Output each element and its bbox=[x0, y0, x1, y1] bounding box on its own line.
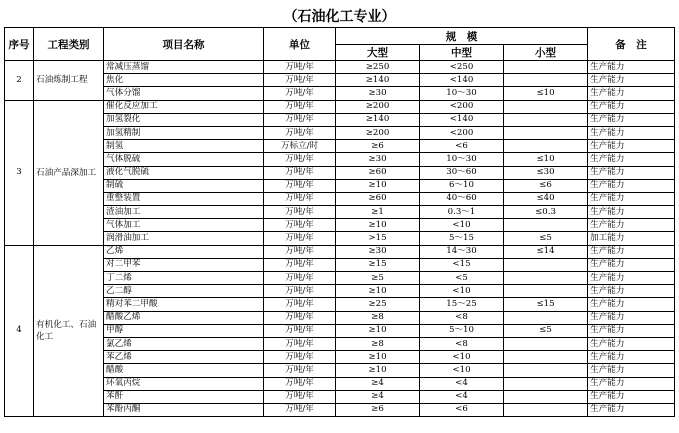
header-medium: 中型 bbox=[420, 45, 504, 61]
unit-cell: 万吨/年 bbox=[264, 74, 336, 87]
remark-cell: 生产能力 bbox=[588, 337, 675, 350]
group-seq: 2 bbox=[5, 61, 34, 101]
medium-scale-cell: 30～60 bbox=[420, 166, 504, 179]
small-scale-cell bbox=[504, 113, 588, 126]
small-scale-cell bbox=[504, 272, 588, 285]
medium-scale-cell: <5 bbox=[420, 272, 504, 285]
medium-scale-cell: <15 bbox=[420, 258, 504, 271]
item-name-cell: 苯酐 bbox=[104, 390, 264, 403]
item-name-cell: 对二甲苯 bbox=[104, 258, 264, 271]
medium-scale-cell: 5～15 bbox=[420, 232, 504, 245]
small-scale-cell bbox=[504, 390, 588, 403]
header-category: 工程类别 bbox=[34, 28, 104, 61]
medium-scale-cell: <10 bbox=[420, 285, 504, 298]
remark-cell: 生产能力 bbox=[588, 403, 675, 416]
item-name-cell: 氯乙烯 bbox=[104, 337, 264, 350]
large-scale-cell: ≥30 bbox=[336, 245, 420, 258]
large-scale-cell: ≥10 bbox=[336, 219, 420, 232]
large-scale-cell: ≥4 bbox=[336, 390, 420, 403]
table-row bbox=[5, 245, 675, 258]
medium-scale-cell: 6～10 bbox=[420, 179, 504, 192]
small-scale-cell: ≤30 bbox=[504, 166, 588, 179]
medium-scale-cell: <140 bbox=[420, 74, 504, 87]
unit-cell: 万吨/年 bbox=[264, 126, 336, 139]
unit-cell: 万吨/年 bbox=[264, 377, 336, 390]
item-name-cell: 丁二烯 bbox=[104, 272, 264, 285]
table-row bbox=[5, 153, 675, 166]
unit-cell: 万吨/年 bbox=[264, 206, 336, 219]
item-name-cell: 渣油加工 bbox=[104, 206, 264, 219]
large-scale-cell: ≥250 bbox=[336, 61, 420, 74]
small-scale-cell bbox=[504, 377, 588, 390]
item-name-cell: 醋酸乙烯 bbox=[104, 311, 264, 324]
item-name-cell: 加氢裂化 bbox=[104, 113, 264, 126]
large-scale-cell: ≥25 bbox=[336, 298, 420, 311]
large-scale-cell: ≥1 bbox=[336, 206, 420, 219]
medium-scale-cell: <10 bbox=[420, 364, 504, 377]
item-name-cell: 醋酸 bbox=[104, 364, 264, 377]
remark-cell: 生产能力 bbox=[588, 245, 675, 258]
header-item: 项目名称 bbox=[104, 28, 264, 61]
medium-scale-cell: 5～10 bbox=[420, 324, 504, 337]
table-row bbox=[5, 364, 675, 377]
header-small: 小型 bbox=[504, 45, 588, 61]
header-scale: 规 模 bbox=[336, 28, 588, 45]
medium-scale-cell: 10～30 bbox=[420, 153, 504, 166]
small-scale-cell bbox=[504, 140, 588, 153]
scale-table bbox=[4, 27, 675, 417]
group-category: 石油炼制工程 bbox=[34, 61, 104, 101]
unit-cell: 万吨/年 bbox=[264, 192, 336, 205]
medium-scale-cell: <140 bbox=[420, 113, 504, 126]
remark-cell: 加工能力 bbox=[588, 232, 675, 245]
remark-cell: 生产能力 bbox=[588, 311, 675, 324]
medium-scale-cell: 40～60 bbox=[420, 192, 504, 205]
large-scale-cell: ≥4 bbox=[336, 377, 420, 390]
table-row bbox=[5, 113, 675, 126]
item-name-cell: 重整装置 bbox=[104, 192, 264, 205]
small-scale-cell bbox=[504, 258, 588, 271]
item-name-cell: 气体脱硫 bbox=[104, 153, 264, 166]
small-scale-cell: ≤6 bbox=[504, 179, 588, 192]
medium-scale-cell: <6 bbox=[420, 403, 504, 416]
table-row bbox=[5, 285, 675, 298]
small-scale-cell: ≤5 bbox=[504, 232, 588, 245]
unit-cell: 万吨/年 bbox=[264, 324, 336, 337]
small-scale-cell bbox=[504, 219, 588, 232]
remark-cell: 生产能力 bbox=[588, 179, 675, 192]
unit-cell: 万吨/年 bbox=[264, 100, 336, 113]
remark-cell: 生产能力 bbox=[588, 390, 675, 403]
medium-scale-cell: <10 bbox=[420, 351, 504, 364]
remark-cell: 生产能力 bbox=[588, 377, 675, 390]
large-scale-cell: ≥60 bbox=[336, 192, 420, 205]
unit-cell: 万吨/年 bbox=[264, 87, 336, 100]
item-name-cell: 甲醇 bbox=[104, 324, 264, 337]
group-seq: 4 bbox=[5, 245, 34, 416]
large-scale-cell: ≥140 bbox=[336, 113, 420, 126]
large-scale-cell: ≥6 bbox=[336, 403, 420, 416]
remark-cell: 生产能力 bbox=[588, 74, 675, 87]
small-scale-cell bbox=[504, 74, 588, 87]
remark-cell: 生产能力 bbox=[588, 166, 675, 179]
remark-cell: 生产能力 bbox=[588, 285, 675, 298]
medium-scale-cell: <200 bbox=[420, 100, 504, 113]
remark-cell: 生产能力 bbox=[588, 87, 675, 100]
item-name-cell: 催化反应加工 bbox=[104, 100, 264, 113]
remark-cell: 生产能力 bbox=[588, 219, 675, 232]
table-row bbox=[5, 232, 675, 245]
table-row bbox=[5, 377, 675, 390]
table-row bbox=[5, 61, 675, 74]
header-remark: 备 注 bbox=[588, 28, 675, 61]
table-row bbox=[5, 219, 675, 232]
table-row bbox=[5, 206, 675, 219]
item-name-cell: 液化气脱硫 bbox=[104, 166, 264, 179]
table-row bbox=[5, 140, 675, 153]
large-scale-cell: ≥140 bbox=[336, 74, 420, 87]
item-name-cell: 润滑油加工 bbox=[104, 232, 264, 245]
unit-cell: 万吨/年 bbox=[264, 219, 336, 232]
table-header bbox=[5, 28, 675, 61]
table-body bbox=[5, 61, 675, 417]
item-name-cell: 气体分馏 bbox=[104, 87, 264, 100]
unit-cell: 万吨/年 bbox=[264, 390, 336, 403]
medium-scale-cell: <250 bbox=[420, 61, 504, 74]
small-scale-cell bbox=[504, 311, 588, 324]
table-row bbox=[5, 74, 675, 87]
item-name-cell: 苯乙烯 bbox=[104, 351, 264, 364]
table-row bbox=[5, 390, 675, 403]
item-name-cell: 常减压蒸馏 bbox=[104, 61, 264, 74]
unit-cell: 万吨/年 bbox=[264, 311, 336, 324]
header-seq: 序号 bbox=[5, 28, 34, 61]
small-scale-cell: ≤14 bbox=[504, 245, 588, 258]
table-row bbox=[5, 311, 675, 324]
small-scale-cell bbox=[504, 126, 588, 139]
remark-cell: 生产能力 bbox=[588, 192, 675, 205]
unit-cell: 万吨/年 bbox=[264, 298, 336, 311]
remark-cell: 生产能力 bbox=[588, 113, 675, 126]
group-seq: 3 bbox=[5, 100, 34, 245]
item-name-cell: 苯酚丙酮 bbox=[104, 403, 264, 416]
group-category: 石油产品深加工 bbox=[34, 100, 104, 245]
unit-cell: 万吨/年 bbox=[264, 166, 336, 179]
medium-scale-cell: <8 bbox=[420, 337, 504, 350]
item-name-cell: 乙二醇 bbox=[104, 285, 264, 298]
small-scale-cell bbox=[504, 403, 588, 416]
table-row bbox=[5, 298, 675, 311]
unit-cell: 万标立/时 bbox=[264, 140, 336, 153]
table-row bbox=[5, 272, 675, 285]
large-scale-cell: ≥6 bbox=[336, 140, 420, 153]
small-scale-cell: ≤5 bbox=[504, 324, 588, 337]
table-row bbox=[5, 192, 675, 205]
remark-cell: 生产能力 bbox=[588, 272, 675, 285]
table-row bbox=[5, 258, 675, 271]
small-scale-cell: ≤15 bbox=[504, 298, 588, 311]
medium-scale-cell: 15～25 bbox=[420, 298, 504, 311]
remark-cell: 生产能力 bbox=[588, 298, 675, 311]
item-name-cell: 焦化 bbox=[104, 74, 264, 87]
medium-scale-cell: 0.3～1 bbox=[420, 206, 504, 219]
unit-cell: 万吨/年 bbox=[264, 113, 336, 126]
table-row bbox=[5, 87, 675, 100]
medium-scale-cell: <10 bbox=[420, 219, 504, 232]
unit-cell: 万吨/年 bbox=[264, 337, 336, 350]
small-scale-cell: ≤0.3 bbox=[504, 206, 588, 219]
large-scale-cell: ≥10 bbox=[336, 324, 420, 337]
item-name-cell: 环氧丙烷 bbox=[104, 377, 264, 390]
document-title: （石油化工专业） bbox=[283, 9, 396, 25]
unit-cell: 万吨/年 bbox=[264, 153, 336, 166]
medium-scale-cell: 14～30 bbox=[420, 245, 504, 258]
remark-cell: 生产能力 bbox=[588, 126, 675, 139]
remark-cell: 生产能力 bbox=[588, 351, 675, 364]
large-scale-cell: ≥10 bbox=[336, 285, 420, 298]
small-scale-cell bbox=[504, 100, 588, 113]
header-large: 大型 bbox=[336, 45, 420, 61]
item-name-cell: 制氢 bbox=[104, 140, 264, 153]
large-scale-cell: ≥8 bbox=[336, 311, 420, 324]
medium-scale-cell: <4 bbox=[420, 390, 504, 403]
table-row bbox=[5, 166, 675, 179]
small-scale-cell bbox=[504, 285, 588, 298]
medium-scale-cell: <8 bbox=[420, 311, 504, 324]
remark-cell: 生产能力 bbox=[588, 258, 675, 271]
remark-cell: 生产能力 bbox=[588, 364, 675, 377]
large-scale-cell: ≥30 bbox=[336, 87, 420, 100]
remark-cell: 生产能力 bbox=[588, 140, 675, 153]
item-name-cell: 精对苯二甲酸 bbox=[104, 298, 264, 311]
item-name-cell: 制硫 bbox=[104, 179, 264, 192]
large-scale-cell: ≥10 bbox=[336, 364, 420, 377]
group-category: 有机化工、石油化工 bbox=[34, 245, 104, 416]
large-scale-cell: ≥200 bbox=[336, 126, 420, 139]
medium-scale-cell: <4 bbox=[420, 377, 504, 390]
small-scale-cell bbox=[504, 61, 588, 74]
unit-cell: 万吨/年 bbox=[264, 258, 336, 271]
unit-cell: 万吨/年 bbox=[264, 403, 336, 416]
header-unit: 单位 bbox=[264, 28, 336, 61]
small-scale-cell bbox=[504, 351, 588, 364]
small-scale-cell bbox=[504, 337, 588, 350]
large-scale-cell: ≥30 bbox=[336, 153, 420, 166]
small-scale-cell: ≤10 bbox=[504, 87, 588, 100]
large-scale-cell: >15 bbox=[336, 232, 420, 245]
large-scale-cell: ≥10 bbox=[336, 351, 420, 364]
remark-cell: 生产能力 bbox=[588, 100, 675, 113]
item-name-cell: 加氢精制 bbox=[104, 126, 264, 139]
large-scale-cell: ≥15 bbox=[336, 258, 420, 271]
unit-cell: 万吨/年 bbox=[264, 364, 336, 377]
large-scale-cell: ≥60 bbox=[336, 166, 420, 179]
unit-cell: 万吨/年 bbox=[264, 285, 336, 298]
small-scale-cell bbox=[504, 364, 588, 377]
unit-cell: 万吨/年 bbox=[264, 272, 336, 285]
unit-cell: 万吨/年 bbox=[264, 232, 336, 245]
item-name-cell: 气体加工 bbox=[104, 219, 264, 232]
large-scale-cell: ≥10 bbox=[336, 179, 420, 192]
table-row bbox=[5, 403, 675, 416]
table-row bbox=[5, 179, 675, 192]
medium-scale-cell: 10～30 bbox=[420, 87, 504, 100]
unit-cell: 万吨/年 bbox=[264, 61, 336, 74]
unit-cell: 万吨/年 bbox=[264, 179, 336, 192]
unit-cell: 万吨/年 bbox=[264, 245, 336, 258]
large-scale-cell: ≥200 bbox=[336, 100, 420, 113]
medium-scale-cell: <6 bbox=[420, 140, 504, 153]
item-name-cell: 乙烯 bbox=[104, 245, 264, 258]
medium-scale-cell: <200 bbox=[420, 126, 504, 139]
remark-cell: 生产能力 bbox=[588, 153, 675, 166]
large-scale-cell: ≥5 bbox=[336, 272, 420, 285]
remark-cell: 生产能力 bbox=[588, 324, 675, 337]
table-row bbox=[5, 351, 675, 364]
remark-cell: 生产能力 bbox=[588, 206, 675, 219]
table-row bbox=[5, 324, 675, 337]
small-scale-cell: ≤40 bbox=[504, 192, 588, 205]
large-scale-cell: ≥8 bbox=[336, 337, 420, 350]
remark-cell: 生产能力 bbox=[588, 61, 675, 74]
unit-cell: 万吨/年 bbox=[264, 351, 336, 364]
table-row bbox=[5, 126, 675, 139]
table-row bbox=[5, 100, 675, 113]
table-row bbox=[5, 337, 675, 350]
small-scale-cell: ≤10 bbox=[504, 153, 588, 166]
